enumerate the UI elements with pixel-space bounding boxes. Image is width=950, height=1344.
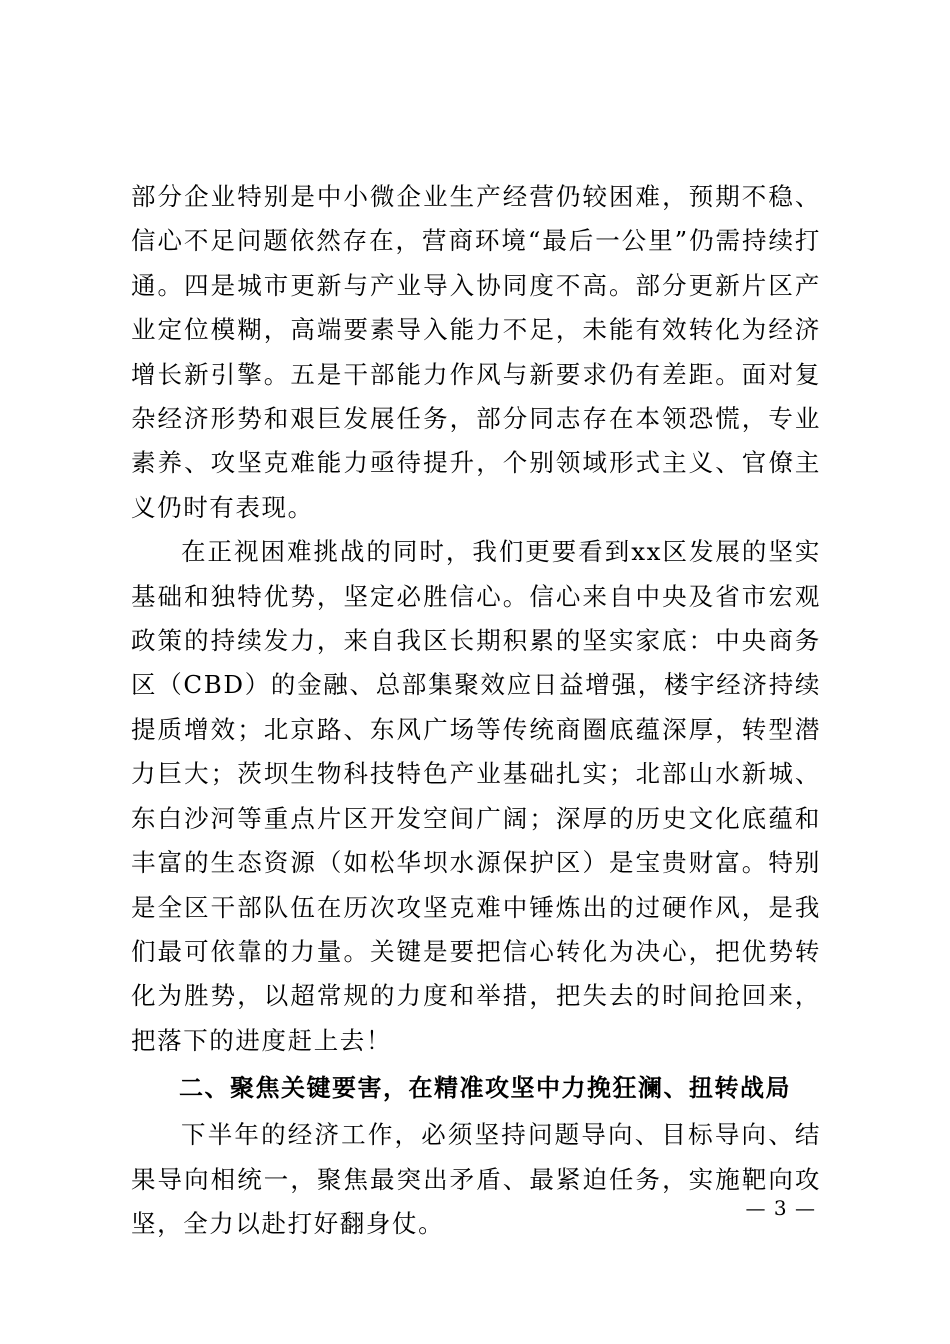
paragraph-continued: 部分企业特别是中小微企业生产经营仍较困难，预期不稳、信心不足问题依然存在，营商环境“最后一公里”仍需持续打通。四是城市更新与产业导入协同度不高。部分更新片区产业定位模糊，高端要素导入能力不足，未能有效转化为经济增长新引擎。五是干部能力作风与新要求仍有差距。面对复杂经济形势和艰巨发展任务，部分同志存在本领恐慌，专业素养、攻坚克难能力亟待提升，个别领域形式主义、官僚主义仍时有表现。 bbox=[131, 182, 821, 522]
paragraph-second-half: 下半年的经济工作，必须坚持问题导向、目标导向、结果导向相统一，聚焦最突出矛盾、最紧迫任务，实施靶向攻坚，全力以赴打好翻身仗。 bbox=[131, 1120, 821, 1238]
paragraph-confidence: 在正视困难挑战的同时，我们更要看到xx区发展的坚实基础和独特优势，坚定必胜信心。信心来自中央及省市宏观政策的持续发力，来自我区长期积累的坚实家底：中央商务区（CBD）的金融、总部集聚效应日益增强，楼宇经济持续提质增效；北京路、东风广场等传统商圈底蕴深厚，转型潜力巨大；茨坝生物科技特色产业基础扎实；北部山水新城、东白沙河等重点片区开发空间广阔；深厚的历史文化底蕴和丰富的生态资源（如松华坝水源保护区）是宝贵财富。特别是全区干部队伍在历次攻坚克难中锤炼出的过硬作风，是我们最可依靠的力量。关键是要把信心转化为决心，把优势转化为胜势，以超常规的力度和举措，把失去的时间抢回来，把落下的进度赶上去！ bbox=[131, 537, 821, 1055]
body-text bbox=[131, 175, 821, 1246]
page-number: — 3 — bbox=[745, 1196, 816, 1220]
section-heading: 二、聚焦关键要害，在精准攻坚中力挽狂澜、扭转战局 bbox=[179, 1074, 791, 1103]
